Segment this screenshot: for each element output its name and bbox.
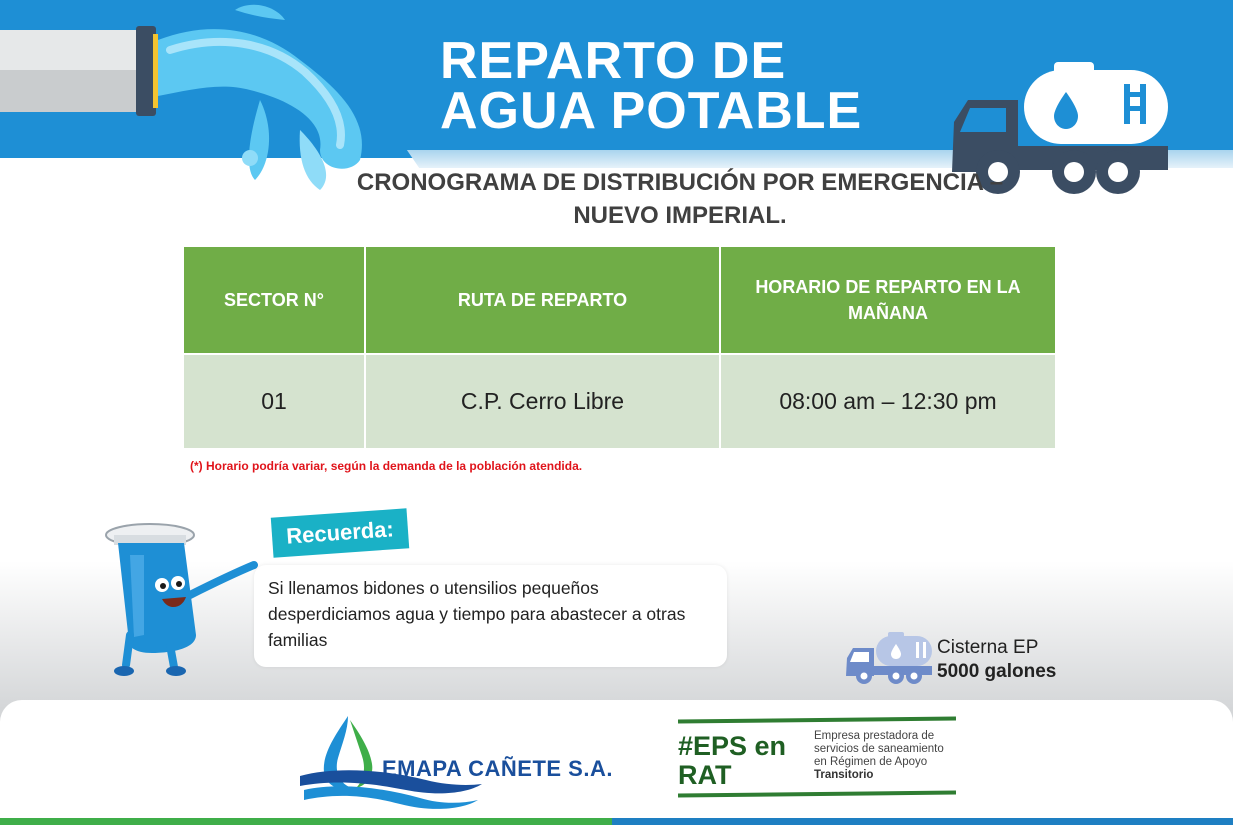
cell-schedule: 08:00 am – 12:30 pm <box>720 354 1055 448</box>
cistern-capacity: 5000 galones <box>937 661 1057 682</box>
page-title <box>440 32 863 140</box>
tip-badge: Recuerda: <box>271 508 409 557</box>
eps-line-bottom <box>678 791 956 798</box>
cistern-name: Cisterna EP <box>937 637 1039 658</box>
footer-bar-green <box>0 818 612 825</box>
table-header-row <box>184 247 1055 354</box>
eps-logo <box>676 714 958 802</box>
cistern-label <box>937 636 1056 684</box>
schedule-title <box>200 166 1160 232</box>
cistern-truck-icon <box>844 632 934 684</box>
eps-desc-line-3: en Régimen de Apoyo <box>814 756 928 768</box>
title-line-2: AGUA POTABLE <box>440 82 863 140</box>
footer-bar-blue <box>612 818 1233 825</box>
eps-hashtag-line-2: RAT <box>678 760 732 790</box>
tip-card <box>254 565 727 667</box>
tip-text: Si llenamos bidones o utensilios pequeños desperdiciamos agua y tiempo para abastecer a otras familias <box>268 578 686 650</box>
eps-hashtag <box>678 732 786 790</box>
eps-line-top <box>678 717 956 724</box>
distribution-table <box>184 247 1055 448</box>
eps-desc-line-2: servicios de saneamiento <box>814 743 944 755</box>
eps-hashtag-line-1: #EPS en <box>678 731 787 761</box>
table-row <box>184 354 1055 448</box>
header-route: RUTA DE REPARTO <box>365 247 720 354</box>
footer <box>0 700 1233 818</box>
header-schedule: HORARIO DE REPARTO EN LA MAÑANA <box>720 247 1055 354</box>
title-line-1: REPARTO DE <box>440 32 787 90</box>
header-sector: SECTOR N° <box>184 247 365 354</box>
schedule-title-line-2: NUEVO IMPERIAL. <box>573 202 787 229</box>
water-jug-mascot-icon <box>100 515 260 680</box>
cell-sector: 01 <box>184 354 365 448</box>
eps-desc-line-4: Transitorio <box>814 769 874 781</box>
emapa-name: EMAPA CAÑETE S.A. <box>382 756 613 781</box>
cell-route: C.P. Cerro Libre <box>365 354 720 448</box>
schedule-title-line-1: CRONOGRAMA DE DISTRIBUCIÓN POR EMERGENCIA – <box>356 169 1004 196</box>
eps-description <box>814 730 944 782</box>
eps-desc-line-1: Empresa prestadora de <box>814 730 935 742</box>
schedule-note: (*) Horario podría variar, según la demanda de la población atendida. <box>190 459 583 473</box>
